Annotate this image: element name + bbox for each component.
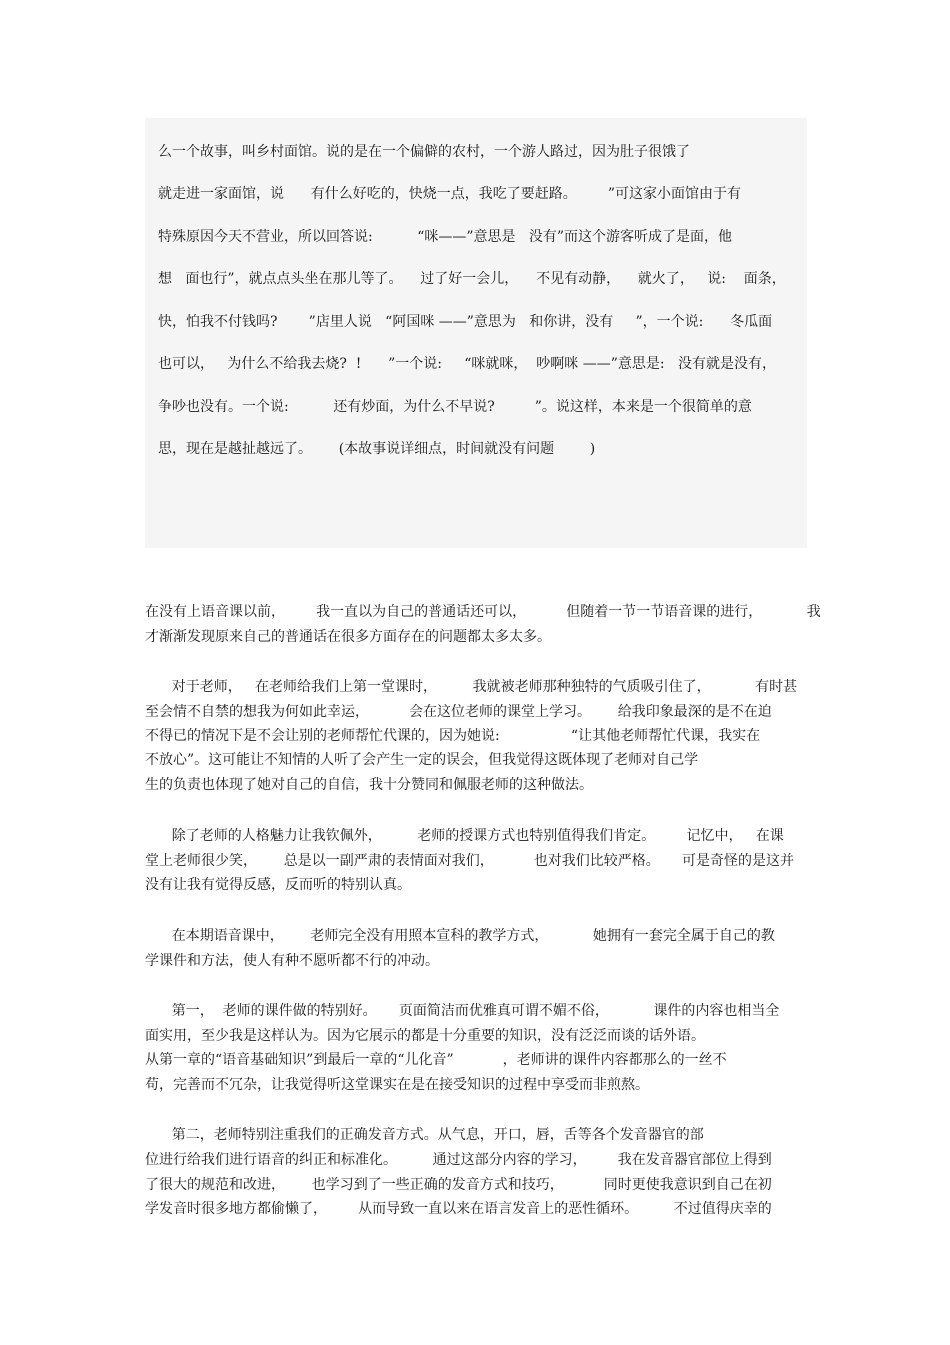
quote-line: 想 面也行”，就点点头坐在那儿等了。 过了好一会儿， 不见有动静， 就火了， 说: 面条， xyxy=(158,271,786,287)
body-line: 位进行给我们进行语音的纠正和标准化。 通过这部分内容的学习， 我在发音器官部位上得到 xyxy=(145,1152,772,1168)
body-line: 学发音时很多地方都偷懒了， 从而导致一直以来在语言发音上的恶性循环。 不过值得庆幸的 xyxy=(145,1201,772,1217)
quote-line: 争吵也没有。一个说: 还有炒面，为什么不早说? ”。说这样，本来是一个很简单的意 xyxy=(158,399,752,415)
body-line: 苟，完善而不冗杂，让我觉得听这堂课实在是在接受知识的过程中享受而非煎熬。 xyxy=(145,1077,649,1093)
quote-line: 特殊原因今天不营业，所以回答说: “咪——”意思是 没有”而这个游客听成了是面，他 xyxy=(158,229,733,245)
body-line: 学课件和方法，使人有种不愿听都不行的冲动。 xyxy=(145,953,439,969)
body-line: 第二，老师特别注重我们的正确发音方式。从气息，开口，唇，舌等各个发音器官的部 xyxy=(145,1127,704,1143)
quote-line: 快，怕我不付钱吗? ”店里人说 “阿国咪 ——”意思为 和你讲，没有 ”，一个说: 冬瓜面 xyxy=(158,314,773,330)
body-line: 没有让我有觉得反感，反而听的特别认真。 xyxy=(145,877,411,893)
body-line: 在本期语音课中， 老师完全没有用照本宣科的教学方式， 她拥有一套完全属于自己的教 xyxy=(145,928,775,944)
body-line: 生的负责也体现了她对自己的自信，我十分赞同和佩服老师的这种做法。 xyxy=(145,777,593,793)
body-line: 对于老师， 在老师给我们上第一堂课时， 我就被老师那种独特的气质吸引住了， 有时甚 xyxy=(145,679,798,695)
body-line: 堂上老师很少笑， 总是以一副严肃的表情面对我们， 也对我们比较严格。 可是奇怪的是这并 xyxy=(145,853,795,869)
body-line: 不放心”。这可能让不知情的人听了会产生一定的误会，但我觉得这既体现了老师对自己学 xyxy=(145,752,699,768)
body-line: 在没有上语音课以前， 我一直以为自己的普通话还可以， 但随着一节一节语音课的进行， 我 xyxy=(145,604,821,620)
body-line: 除了老师的人格魅力让我钦佩外， 老师的授课方式也特别值得我们肯定。 记忆中， 在课 xyxy=(145,828,784,844)
quote-line: 思，现在是越扯越远了。 (本故事说详细点，时间就没有问题 ) xyxy=(158,441,596,457)
body-line: 了很大的规范和改进， 也学习到了一些正确的发音方式和技巧， 同时更使我意识到自己在初 xyxy=(145,1177,772,1193)
body-line: 至会情不自禁的想我为何如此幸运， 会在这位老师的课堂上学习。 给我印象最深的是不在迫 xyxy=(145,704,772,720)
body-line: 不得已的情况下是不会让别的老师帮忙代课的，因为她说: “让其他老师帮忙代课，我实在 xyxy=(145,728,761,744)
body-line: 才渐渐发现原来自己的普通话在很多方面存在的问题都太多太多。 xyxy=(145,629,551,645)
body-line: 第一， 老师的课件做的特别好。 页面简洁而优雅真可谓不媚不俗， 课件的内容也相当全 xyxy=(145,1003,780,1019)
quote-line: 么一个故事，叫乡村面馆。说的是在一个偏僻的农村，一个游人路过，因为肚子很饿了 xyxy=(158,144,690,160)
story-quote-box xyxy=(145,118,807,548)
quote-line: 就走进一家面馆，说 有什么好吃的，快烧一点，我吃了要赶路。 ”可这家小面馆由于有 xyxy=(158,186,742,202)
body-line: 面实用，至少我是这样认为。因为它展示的都是十分重要的知识，没有泛泛而谈的话外语。 xyxy=(145,1028,705,1044)
body-line: 从第一章的“语音基础知识”到最后一章的“儿化音” ，老师讲的课件内容都那么的一丝不 xyxy=(145,1052,727,1068)
quote-line: 也可以， 为什么不给我去烧? ! ”一个说: “咪就咪， 吵啊咪 ——”意思是: 没有就是没有， xyxy=(158,356,776,372)
